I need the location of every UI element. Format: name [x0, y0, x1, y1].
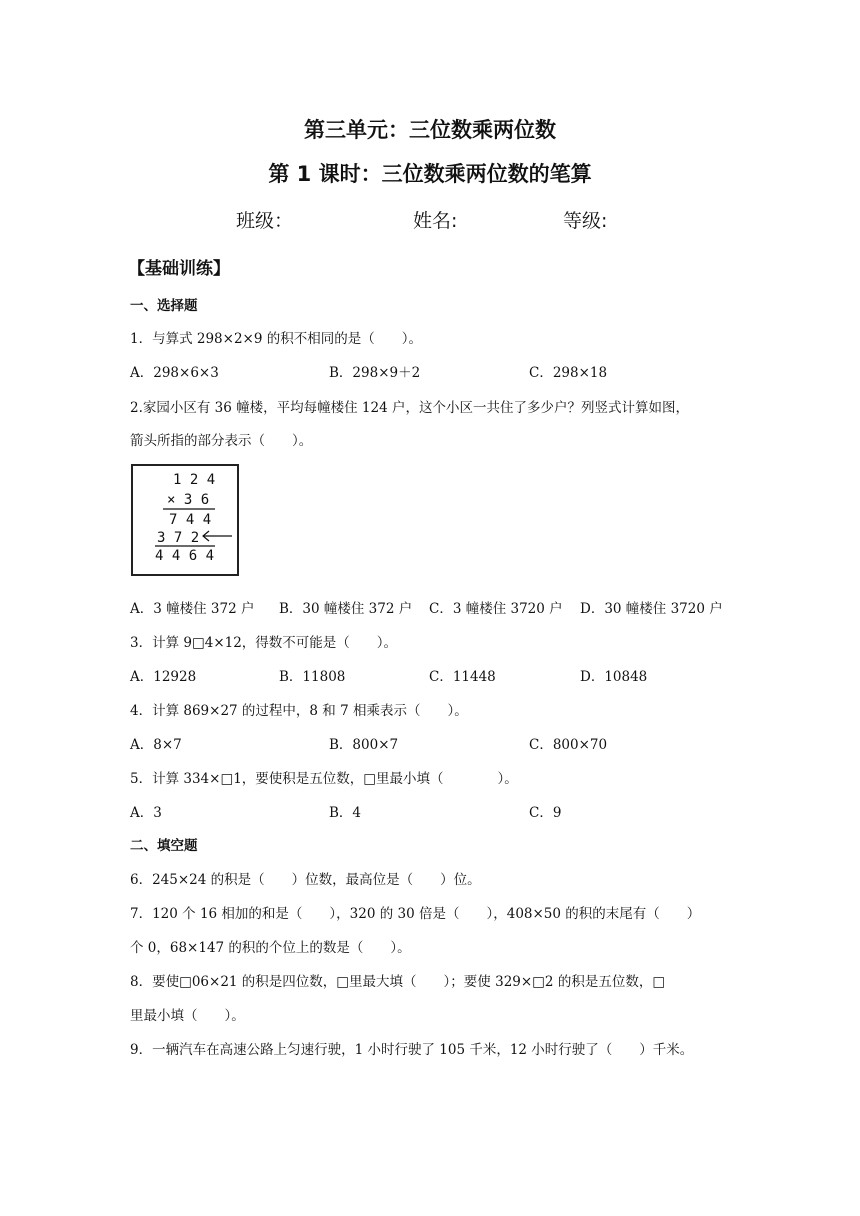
question-8-line-1: 8．要使□06×21 的积是四位数，□里最大填（ ）；要使 329×□2 的积是五位数，□ — [130, 974, 666, 990]
lesson-title: 第 1 课时：三位数乘两位数的笔算 — [268, 162, 592, 186]
question-2-line-2: 箭头所指的部分表示（ ）。 — [130, 433, 313, 449]
question-4: 4．计算 869×27 的过程中，8 和 7 相乘表示（ ）。 — [130, 703, 468, 719]
name-label: 姓名: — [413, 210, 458, 232]
q4-option-c: C．800×70 — [529, 737, 608, 753]
q3-option-c: C．11448 — [429, 669, 496, 685]
q3-option-d: D．10848 — [580, 669, 648, 685]
vertical-multiplication-figure — [131, 464, 239, 576]
question-2-line-1: 2.家园小区有 36 幢楼，平均每幢楼住 124 户，这个小区一共住了多少户？列竖式计算如图， — [130, 400, 689, 416]
question-7-line-2: 个 0，68×147 的积的个位上的数是（ ）。 — [130, 940, 411, 956]
q5-option-b: B．4 — [329, 805, 362, 821]
q1-option-a: A．298×6×3 — [130, 365, 219, 381]
section-fill-in-blank: 二、填空题 — [130, 838, 198, 854]
q2-option-a: A．3 幢楼住 372 户 — [130, 601, 255, 617]
q4-option-b: B．800×7 — [329, 737, 399, 753]
question-6: 6．245×24 的积是（ ）位数，最高位是（ ）位。 — [130, 872, 481, 888]
fig-row-multiplicand: 1 2 4 — [173, 472, 216, 488]
q3-option-a: A．12928 — [130, 669, 197, 685]
question-8-line-2: 里最小填（ ）。 — [130, 1008, 245, 1024]
question-5: 5．计算 334×□1，要使积是五位数，□里最小填（ ）。 — [130, 771, 518, 787]
question-1: 1．与算式 298×2×9 的积不相同的是（ ）。 — [130, 331, 422, 347]
unit-title: 第三单元：三位数乘两位数 — [304, 118, 556, 142]
question-3: 3．计算 9□4×12，得数不可能是（ ）。 — [130, 635, 398, 651]
class-label: 班级： — [236, 210, 294, 232]
question-9: 9．一辆汽车在高速公路上匀速行驶，1 小时行驶了 105 千米，12 小时行驶了（ ）千米。 — [130, 1042, 694, 1058]
q2-option-d: D．30 幢楼住 3720 户 — [580, 601, 723, 617]
q2-option-b: B．30 幢楼住 372 户 — [279, 601, 413, 617]
question-7-line-1: 7．120 个 16 相加的和是（ ），320 的 30 倍是（ ），408×50 的积的末尾有（ ） — [130, 906, 701, 922]
section-basic-training: 【基础训练】 — [128, 259, 230, 279]
q5-option-c: C．9 — [529, 805, 562, 821]
q2-option-c: C．3 幢楼住 3720 户 — [429, 601, 563, 617]
q5-option-a: A．3 — [130, 805, 162, 821]
section-multiple-choice: 一、选择题 — [130, 298, 198, 314]
fig-row-multiplier: × 3 6 — [167, 492, 210, 508]
figure-drawing — [133, 466, 237, 574]
grade-label: 等级: — [563, 210, 608, 232]
q4-option-a: A．8×7 — [130, 737, 182, 753]
fig-row-product: 4 4 6 4 — [155, 548, 215, 564]
fig-row-partial-2: 3 7 2 — [157, 530, 200, 546]
q1-option-b: B．298×9＋2 — [329, 365, 421, 381]
q3-option-b: B．11808 — [279, 669, 346, 685]
fig-row-partial-1: 7 4 4 — [169, 512, 212, 528]
q1-option-c: C．298×18 — [529, 365, 608, 381]
